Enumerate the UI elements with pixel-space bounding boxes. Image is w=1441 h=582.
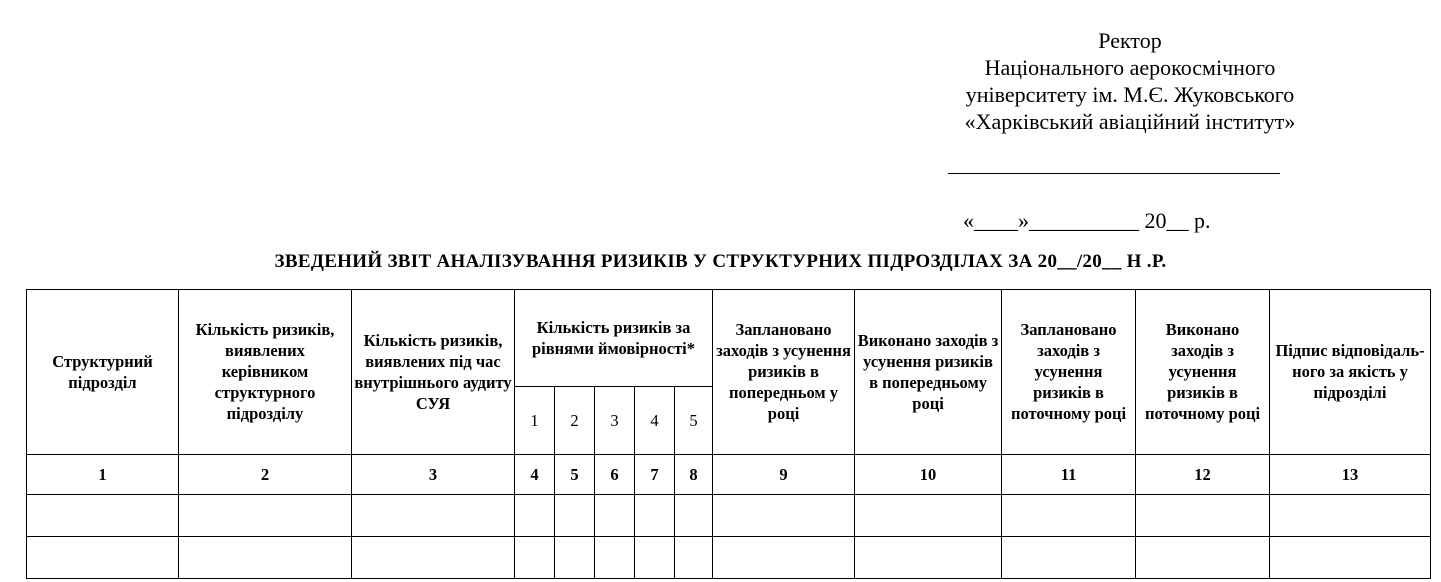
table-cell[interactable]	[675, 494, 713, 536]
col-number: 9	[713, 454, 855, 494]
col-number: 7	[635, 454, 675, 494]
col-number: 4	[515, 454, 555, 494]
col-number: 2	[179, 454, 352, 494]
table-cell[interactable]	[675, 536, 713, 578]
col-number: 5	[555, 454, 595, 494]
table-row	[27, 494, 1431, 536]
column-numbers-row	[27, 454, 1431, 494]
report-table	[26, 289, 1431, 579]
header-signature: Підпис відповідаль-ного за якість у підрозділі	[1270, 290, 1431, 455]
header-done-current: Виконано заходів з усунення ризиків в поточному році	[1136, 290, 1270, 455]
table-cell[interactable]	[1270, 536, 1431, 578]
signature-line	[948, 173, 1280, 174]
level-4: 4	[635, 387, 675, 454]
table-cell[interactable]	[713, 536, 855, 578]
table-cell[interactable]	[515, 494, 555, 536]
level-5: 5	[675, 387, 713, 454]
col-number: 6	[595, 454, 635, 494]
table-cell[interactable]	[352, 536, 515, 578]
table-cell[interactable]	[27, 536, 179, 578]
col-number: 11	[1002, 454, 1136, 494]
table-cell[interactable]	[635, 494, 675, 536]
table-cell[interactable]	[713, 494, 855, 536]
report-title: ЗВЕДЕНИЙ ЗВІТ АНАЛІЗУВАННЯ РИЗИКІВ У СТРУКТУРНИХ ПІДРОЗДІЛАХ ЗА 20__/20__ Н .Р.	[274, 251, 1167, 272]
table-cell[interactable]	[1136, 494, 1270, 536]
approval-line-4: «Харківський авіаційний інститут»	[964, 109, 1296, 134]
table-cell[interactable]	[1270, 494, 1431, 536]
header-structural-unit: Структурний підрозділ	[27, 290, 179, 455]
level-2: 2	[555, 387, 595, 454]
approval-line-2: Національного аерокосмічного	[984, 55, 1276, 80]
header-risks-by-audit: Кількість ризиків, виявлених під час внутрішнього аудиту СУЯ	[352, 290, 515, 455]
table-cell[interactable]	[855, 536, 1002, 578]
level-1: 1	[515, 387, 555, 454]
col-number: 3	[352, 454, 515, 494]
header-risks-by-head: Кількість ризиків, виявлених керівником структурного підрозділу	[179, 290, 352, 455]
table-cell[interactable]	[179, 494, 352, 536]
approval-line-1: Ректор	[1098, 28, 1162, 53]
col-number: 13	[1270, 454, 1431, 494]
approval-line-3: університету ім. М.Є. Жуковського	[965, 82, 1295, 107]
header-risks-by-level: Кількість ризиків за рівнями ймовірності*	[515, 290, 713, 387]
table-row	[27, 536, 1431, 578]
col-number: 1	[27, 454, 179, 494]
header-done-prev: Виконано заходів з усунення ризиків в попередньому році	[855, 290, 1002, 455]
table-cell[interactable]	[1136, 536, 1270, 578]
table-cell[interactable]	[635, 536, 675, 578]
table-cell[interactable]	[855, 494, 1002, 536]
header-planned-current: Заплановано заходів з усунення ризиків в поточному році	[1002, 290, 1136, 455]
table-cell[interactable]	[595, 494, 635, 536]
col-number: 12	[1136, 454, 1270, 494]
col-number: 8	[675, 454, 713, 494]
table-cell[interactable]	[179, 536, 352, 578]
level-3: 3	[595, 387, 635, 454]
table-cell[interactable]	[27, 494, 179, 536]
table-cell[interactable]	[555, 494, 595, 536]
table-cell[interactable]	[515, 536, 555, 578]
table-cell[interactable]	[555, 536, 595, 578]
approval-date: «____»__________ 20__ р.	[963, 208, 1211, 233]
table-cell[interactable]	[352, 494, 515, 536]
col-number: 10	[855, 454, 1002, 494]
table-cell[interactable]	[1002, 536, 1136, 578]
header-planned-prev: Заплановано заходів з усунення ризиків в попередньом у році	[713, 290, 855, 455]
approval-block	[890, 27, 1370, 135]
table-cell[interactable]	[1002, 494, 1136, 536]
table-cell[interactable]	[595, 536, 635, 578]
